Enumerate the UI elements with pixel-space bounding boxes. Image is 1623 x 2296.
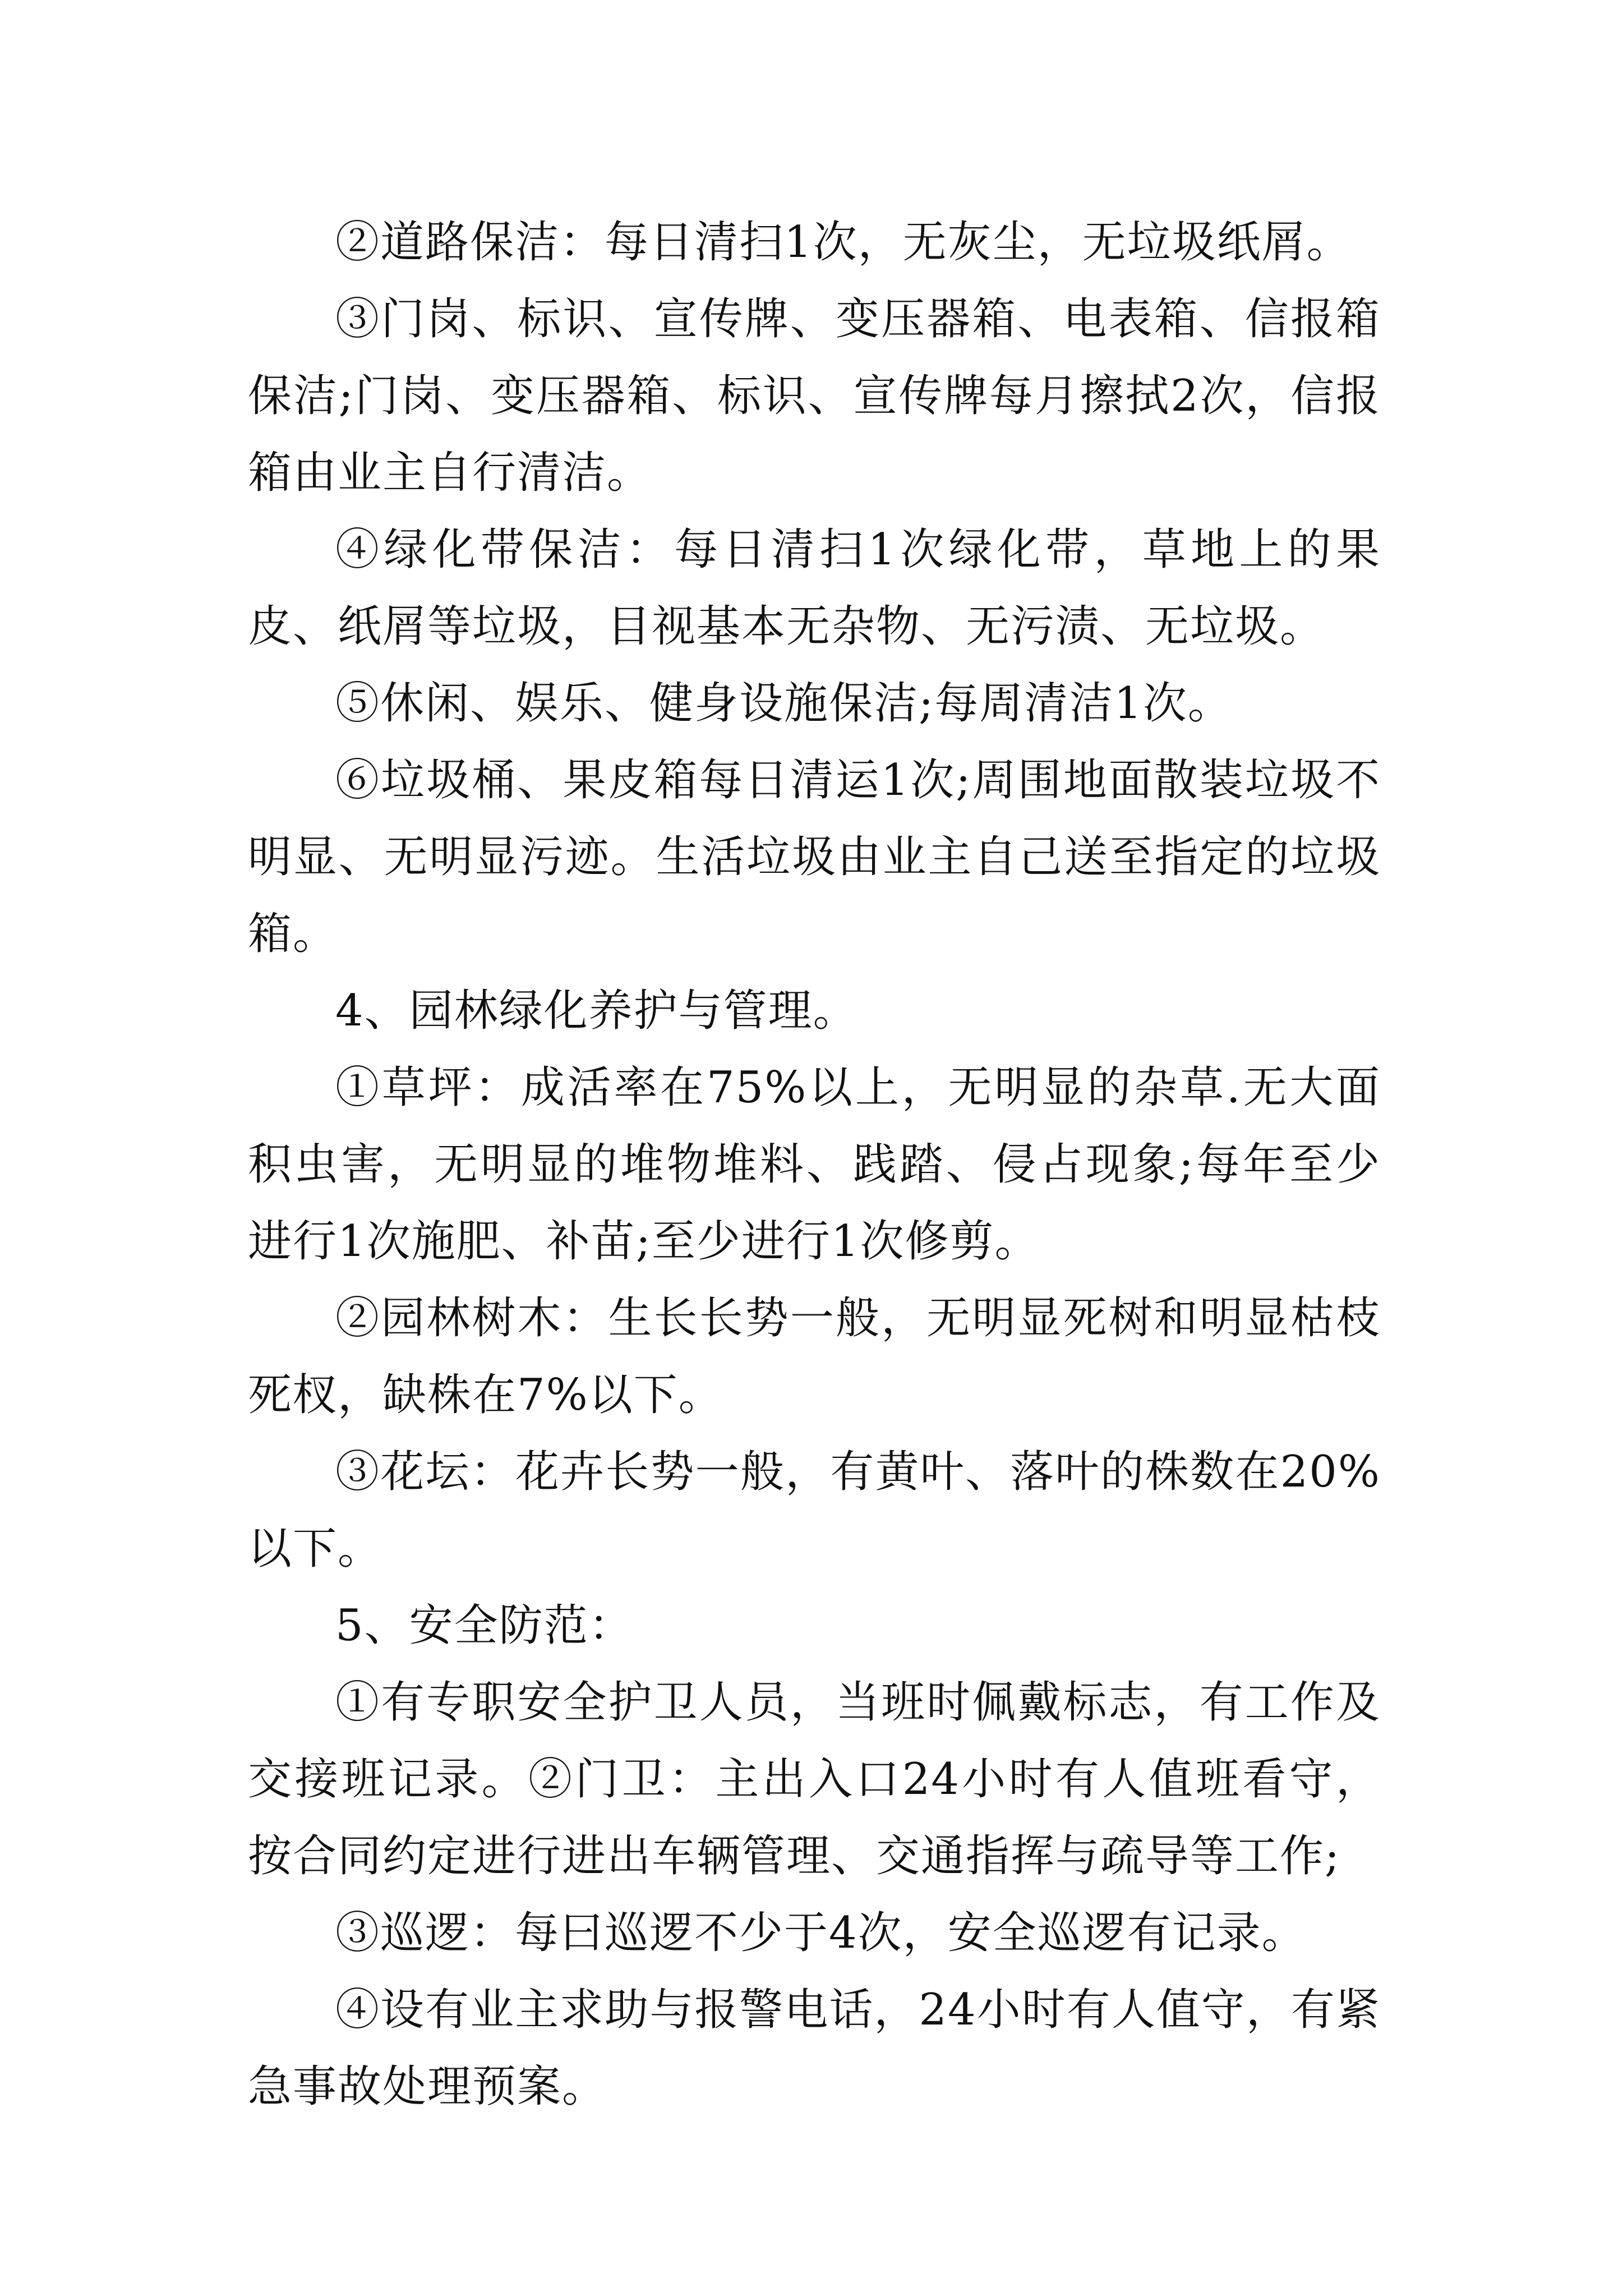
paragraph-lawn: ①草坪：成活率在75%以上，无明显的杂草.无大面积虫害，无明显的堆物堆料、践踏、侵占现象;每年至少进行1次施肥、补苗;至少进行1次修剪。 — [248, 1062, 1381, 1267]
paragraph-leisure-cleaning: ⑤休闲、娱乐、健身设施保洁;每周清洁1次。 — [335, 678, 1233, 729]
section-heading-landscaping: 4、园林绿化养护与管理。 — [335, 986, 858, 1036]
paragraph-road-cleaning: ②道路保洁：每日清扫1次，无灰尘，无垃圾纸屑。 — [335, 217, 1352, 268]
paragraph-facility-cleaning: ③门岗、标识、宣传牌、变压器箱、电表箱、信报箱保洁;门岗、变压器箱、标识、宣传牌每月擦拭2次，信报箱由业主自行清洁。 — [248, 294, 1381, 498]
paragraph-security-staff: ①有专职安全护卫人员，当班时佩戴标志，有工作及交接班记录。②门卫：主出入口24小时有人值班看守，按合同约定进行进出车辆管理、交通指挥与疏导等工作; — [248, 1677, 1381, 1881]
paragraph-greenbelt-cleaning: ④绿化带保洁：每日清扫1次绿化带，草地上的果皮、纸屑等垃圾，目视基本无杂物、无污渍、无垃圾。 — [248, 524, 1381, 652]
paragraph-patrol: ③巡逻：每曰巡逻不少于4次，安全巡逻有记录。 — [335, 1908, 1307, 1958]
document-body — [248, 204, 1381, 2125]
paragraph-trees: ②园林树木：生长长势一般，无明显死树和明显枯枝死杈，缺株在7%以下。 — [248, 1293, 1381, 1420]
paragraph-emergency: ④设有业主求助与报警电话，24小时有人值守，有紧急事故处理预案。 — [248, 1985, 1381, 2112]
paragraph-flowerbed: ③花坛：花卉长势一般，有黄叶、落叶的株数在20%以下。 — [248, 1447, 1381, 1574]
section-heading-security: 5、安全防范： — [335, 1600, 634, 1651]
paragraph-garbage-cleaning: ⑥垃圾桶、果皮箱每日清运1次;周围地面散装垃圾不明显、无明显污迹。生活垃圾由业主自己送至指定的垃圾箱。 — [248, 755, 1381, 959]
